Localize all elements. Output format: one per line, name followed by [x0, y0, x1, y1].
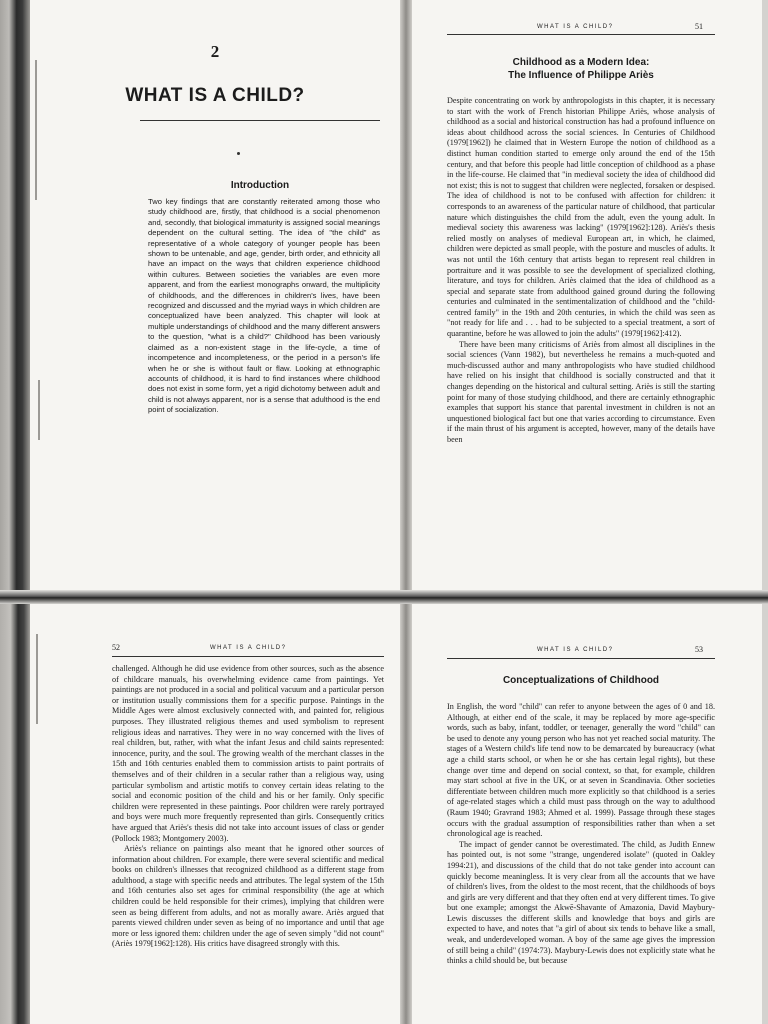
page-chapter-opening [30, 0, 400, 590]
running-head: WHAT IS A CHILD? [537, 24, 614, 30]
body-text [447, 96, 715, 446]
section-heading-introduction: Introduction [230, 180, 290, 191]
binding-shadow-top [0, 0, 30, 590]
center-gutter [400, 0, 412, 1024]
title-rule [140, 120, 380, 121]
introduction-text: Two key findings that are constantly reiterated among those who study childhood are, firstly, that childhood is a social phenomenon and, secondly, that biological immaturity is assigned social meanings dependent on the cultural setting. The idea of "the child" as representative of a whole category of younger people has been shown to be untenable, and age, gender, birth order, and ethnicity all have an impact on the ways that children experience childhood within cultures. Between societies the variables are even more apparent, and from the earliest monographs onward, the multiplicity of childhoods, and the differences in children's lives, have been recognized and discussed and the myriad ways in which children are conceptualized have been analyzed. This chapter will look at multiple understandings of childhood and the many different answers to the question, "what is a child?" Childhood has been variously claimed as a non-existent stage in the life-cycle, a time of incompetence and incompleteness, or the period in a person's life when he or she is without fault or flaw. Looking at ethnographic accounts of childhood, it is hard to find instances where childhood does not exist in some form, yet a rigid dichotomy between adult and child is not always apparent, nor is a sense that adulthood is the end point of socialization. [148, 197, 380, 415]
paragraph: There have been many criticisms of Ariès from almost all disciplines in the social sciences (Vann 1982), but nevertheless he remains a much-quoted and much-discussed author and many anthropologists who have studied childhood have relied on his insight that childhood is socially constructed and that it changes depending on the historical and cultural setting. Ariès is still the starting point for many of those studying childhood, and there are certainly ethnographic examples that support his stance that parental investment in children is not an unquestioned biological fact but one that varies according to circumstance. Even if the main thrust of his argument is accepted, however, many of the details have been [447, 339, 715, 444]
chapter-title: WHAT IS A CHILD? [125, 85, 305, 106]
margin-mark [36, 634, 38, 724]
body-text [112, 664, 384, 950]
margin-mark [35, 60, 37, 200]
paragraph: Despite concentrating on work by anthropologists in this chapter, it is necessary to start with the work of French historian Philippe Ariès, whose analysis of childhood as a social and historical construction has had a profound influence on ideas about childhood across the social sciences. In Centuries of Childhood (1979[1962]) he claimed that in Western Europe the notion of childhood as a distinct human condition started to emerge only around the end of the 15th century, and that before this people had little conception of childhood as a phase in the life-course. He claimed that "in medieval society the idea of childhood did not exist; this is not to suggest that children were neglected, forsaken or despised. The idea of childhood is not to be confused with affection for children: it corresponds to an awareness of the particular nature of childhood, that particular nature which distinguishes the child from the adult, even the young adult. In medieval society this awareness was lacking" (1979[1962]:128). Ariès's thesis relied mostly on analyses of medieval European art, in which, he claimed, children were depicted as small people, with the posture and muscles of adults. It was not until the 16th century that artists began to represent real children in portraiture and it was possible to see the development of specialized clothing, literature, and toys for children. Ariès claimed that the idea of childhood as a special and separate state from adulthood gained ground during the following centuries and culminated in the sentimentalization of childhood and the "child-centred family" in the 19th and 20th centuries, in which the child was seen as "not ready for life and . . . had to be subjected to a special treatment, a sort of quarantine, before he was allowed to join the adults" (1979[1962]:412). [447, 96, 715, 339]
page-number: 53 [695, 645, 703, 654]
header-rule [447, 658, 715, 659]
page-52 [30, 604, 400, 1024]
binding-shadow-bottom [0, 604, 30, 1024]
page-53 [412, 604, 762, 1024]
running-head: WHAT IS A CHILD? [210, 645, 287, 651]
paragraph: The impact of gender cannot be overestimated. The child, as Judith Ennew has pointed out, is not some "strange, ungendered isolate" (quoted in Oakley 1994:21), and discussions of the child that do not take gender into account can quickly become meaningless. It is very clear from all the accounts that we have of children's lives, from the oldest to the most recent, that the childhoods of boys and girls are very different and that they often end at very different times. To give but one example; amongst the Akwē-Shavante of Amazonia, David Maybury-Lewis discusses the different skills and knowledge that boys and girls are expected to have, and notes that "a girl of about six tends to behave like a small, weak, and underdeveloped woman. A boy of the same age gives the impression of still being a child" (1974:73). Maybury-Lewis does not explicitly state what he thinks a child should be, but because [447, 839, 715, 966]
stray-dot [237, 152, 240, 155]
page-number: 52 [112, 643, 120, 652]
margin-mark [38, 380, 40, 440]
section-heading-conceptualizations: Conceptualizations of Childhood [502, 675, 660, 686]
body-text [447, 702, 715, 967]
header-rule [112, 656, 384, 657]
section-heading-line1: Childhood as a Modern Idea: [512, 57, 650, 68]
page-51 [412, 0, 762, 590]
paragraph: Ariès's reliance on paintings also meant that he ignored other sources of information about children. For example, there were several scientific and medical books on children's illnesses that recognized childhood as a different stage from adulthood, a stage with specific needs and attributes. The legal system of the 15th and 16th centuries also set ages for criminal responsibility (the age at which children could be held responsible for their crimes), implying that children were seen as being different from adults, and not as morally aware. Ariès argued that parents viewed children under seven as being of no importance and until that age more or less ignored them: children under the age of seven simply "did not count" (Ariès 1979[1962]:128). His critics have disagreed strongly with this. [112, 844, 384, 949]
chapter-number: 2 [210, 42, 220, 61]
running-head: WHAT IS A CHILD? [537, 647, 614, 653]
section-heading-line2: The Influence of Philippe Ariès [508, 70, 654, 81]
page-number: 51 [695, 22, 703, 31]
paragraph: In English, the word "child" can refer to anyone between the ages of 0 and 18. Although, at either end of the scale, it may be replaced by more age-specific words, such as baby, infant, toddler, or teenager, generally the word "child" can be used to denote any young person who has not yet reached social maturity. The stages of a Western child's life tend now to be demarcated by bureaucracy (what age a child starts school, or when he or she has certain legal rights), but these change over time and depend on social context, so that, for example, children may start school at five in the UK, or at seven in Scandinavia. Other societies differentiate between children much more explicitly so that childhood is a series of age-related stages which a child must pass through on the way to adulthood (Raum 1940; Gravrand 1983; Ahmed et al. 1999). Passage through these stages occurs with the gradual assumption of responsibilities rather than when a set chronological age is reached. [447, 702, 715, 839]
scan-divider [0, 590, 768, 604]
paragraph: challenged. Although he did use evidence from other sources, such as the absence of childcare manuals, his overwhelming evidence came from paintings. Yet paintings are not produced in a social and political vacuum and a particular person or institution usually commissions them for a specific purpose. Paintings in the Middle Ages were almost exclusively connected with, and painted for, religious purposes. They illustrated religious themes and used symbolism to represent religious ideas and narratives. They were in no way concerned with the lives of real children, but, rather, with what the infant Jesus and child saints represented: innocence, purity, and the soul. The growing wealth of the merchant classes in the 15th and 16th centuries enabled them to commission artists to paint portraits of themselves and of their children in a secular rather than a religious way, using particular symbolism and artistic motifs to convey certain ideas relating to the social and economic position of the child and his or her family. Only specific children were represented in these paintings. Poor children were rarely portrayed and boys were much more frequently represented than girls. Consequently critics have argued that Ariès's thesis did not take into account issues of class or gender (Pollock 1983; Montgomery 2003). [112, 664, 384, 843]
header-rule [447, 34, 715, 35]
